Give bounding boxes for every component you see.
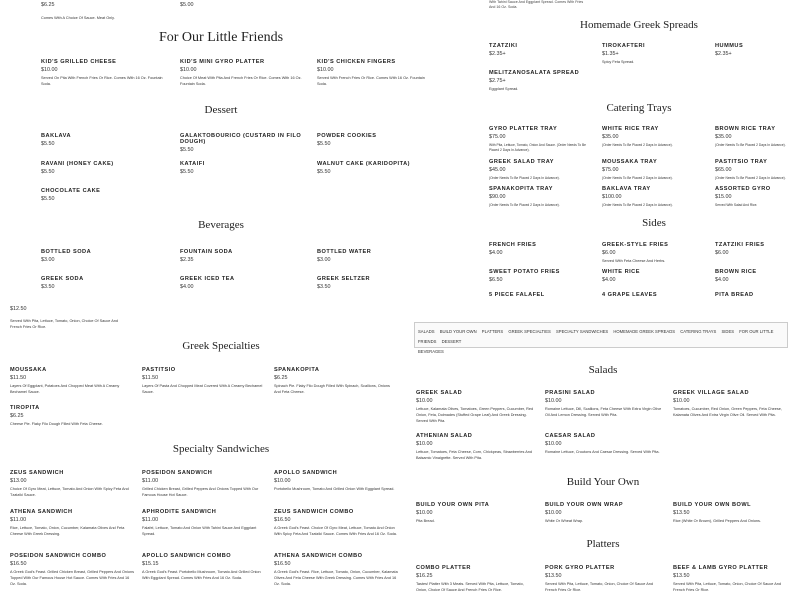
item-price: $75.00 — [602, 167, 619, 173]
salads-title: Salads — [588, 364, 618, 376]
item-price: $11.50 — [10, 375, 27, 381]
item-name: PITA BREAD — [715, 292, 754, 298]
top-left-desc: Comes With A Choice Of Sauce. Meat Only. — [41, 16, 115, 20]
item-name: BUILD YOUR OWN PITA — [416, 502, 490, 508]
item-price: $16.50 — [10, 561, 27, 567]
nav-item-platters[interactable]: PLATTERS — [481, 329, 504, 334]
menu-item[interactable] — [715, 159, 795, 181]
item-desc: Served With Pita, Lettuce, Tomato, Onion, Choice Of Sauce And French Fries Or Rice. — [545, 582, 653, 592]
menu-item[interactable] — [489, 126, 589, 153]
top-right-desc: With Tahini Sauce And Eggplant Spread. Comes With Fries And 16 Oz. Soda. — [489, 0, 584, 9]
menu-item[interactable] — [545, 390, 663, 419]
item-desc: Rice, Lettuce, Tomato, Onion, Cucumber, Kalamata Olives And Feta Cheese With Greek Dressing. — [10, 526, 125, 536]
nav-item-for-our-little-friends[interactable]: FOR OUR LITTLE FRIENDS — [418, 329, 774, 344]
menu-item[interactable] — [142, 553, 266, 582]
item-desc: Layers Of Pasta And Chopped Meat Covered With A Creamy Bechamel Sauce. — [142, 384, 263, 394]
item-name: MOUSSAKA TRAY — [602, 159, 658, 165]
item-name: TZATZIKI FRIES — [715, 242, 765, 248]
item-name: GALAKTOBOURICO (CUSTARD IN FILO DOUGH) — [180, 133, 302, 145]
menu-item[interactable] — [602, 43, 702, 66]
item-price: $10.00 — [673, 398, 690, 404]
item-desc: With Pita, Lettuce, Tomato, Onion And Sauce. (Order Needs To Be Placed 2 Days In Advance). — [489, 143, 587, 152]
item-desc: Served With French Fries Or Rice. Comes With 16 Oz. Fountain Soda. — [317, 76, 425, 86]
item-price: $16.50 — [274, 561, 291, 567]
item-name: FOUNTAIN SODA — [180, 249, 233, 255]
item-name: BOTTLED WATER — [317, 249, 372, 255]
item-name: GREEK-STYLE FRIES — [602, 242, 669, 248]
menu-item[interactable] — [715, 269, 795, 283]
item-desc: (Order Needs To Be Placed 2 Days In Advance). — [602, 203, 673, 207]
item-price: $13.50 — [545, 573, 562, 579]
item-name: APOLLO SANDWICH COMBO — [142, 553, 232, 559]
menu-item[interactable] — [489, 242, 589, 256]
menu-item[interactable] — [602, 269, 702, 283]
menu-item[interactable] — [602, 159, 702, 181]
item-name: BAKLAVA — [41, 133, 72, 139]
item-price: $5.50 — [317, 141, 331, 147]
item-desc: Choice Of Gyro Meat, Lettuce, Tomato And Onion With Spicy Feta And Tzatziki Sauce. — [10, 487, 129, 497]
nav-item-catering-trays[interactable]: CATERING TRAYS — [680, 329, 717, 334]
menu-item[interactable] — [489, 70, 589, 93]
item-price: $2.75+ — [489, 78, 506, 84]
menu-item[interactable] — [489, 186, 589, 208]
item-name: ZEUS SANDWICH COMBO — [274, 509, 354, 515]
item-name: BEEF & LAMB GYRO PLATTER — [673, 565, 769, 571]
item-price: $45.00 — [489, 167, 506, 173]
item-name: GREEK ICED TEA — [180, 276, 235, 282]
item-name: BUILD YOUR OWN WRAP — [545, 502, 624, 508]
item-price: $10.00 — [545, 510, 562, 516]
menu-item[interactable] — [673, 565, 791, 594]
item-price: $90.00 — [489, 194, 506, 200]
item-desc: Eggplant Spread. — [489, 87, 519, 91]
item-name: ASSORTED GYRO — [715, 186, 771, 192]
item-name: GREEK SALAD TRAY — [489, 159, 554, 165]
little-friends-title: For Our Little Friends — [158, 30, 284, 45]
item-desc: Cheese Pie. Flaky Filo Dough Filled With Feta Cheese. — [10, 422, 103, 426]
greek-specialties-title: Greek Specialties — [182, 340, 260, 352]
item-price: $6.50 — [489, 277, 503, 283]
menu-item[interactable] — [180, 276, 304, 290]
menu-item[interactable] — [274, 470, 398, 493]
item-name: COMBO PLATTER — [416, 565, 471, 571]
item-name: SPANAKOPITA TRAY — [489, 186, 553, 192]
item-price: $5.50 — [41, 141, 55, 147]
menu-item[interactable] — [416, 433, 534, 462]
item-desc: Rice (White Or Brown), Grilled Peppers And Onions. — [673, 519, 761, 523]
menu-item[interactable] — [489, 269, 589, 283]
item-desc: Romaine Lettuce, Croutons And Caesar Dressing. Served With Pita. — [545, 450, 660, 454]
menu-item[interactable] — [489, 159, 589, 181]
top-left-price: $6.25 — [41, 2, 55, 8]
item-name: CAESAR SALAD — [545, 433, 596, 439]
item-price: $3.00 — [41, 257, 55, 263]
menu-item[interactable] — [10, 509, 134, 538]
build-your-own-title: Build Your Own — [566, 476, 640, 488]
item-name: WHITE RICE — [602, 269, 640, 275]
item-name: 4 GRAPE LEAVES — [602, 292, 658, 298]
menu-item[interactable] — [142, 367, 264, 396]
menu-item[interactable] — [41, 276, 165, 290]
menu-item[interactable] — [602, 292, 702, 298]
item-name: ZEUS SANDWICH — [10, 470, 64, 476]
item-name: FRENCH FRIES — [489, 242, 537, 248]
orphan-price: $12.50 — [10, 306, 27, 312]
item-price: $5.50 — [180, 147, 194, 153]
item-name: SWEET POTATO FRIES — [489, 269, 560, 275]
item-price: $11.00 — [142, 478, 159, 484]
item-desc: Grilled Chicken Breast, Grilled Peppers And Onions Topped With Our Famous House Hot Sauce. — [142, 487, 259, 497]
item-price: $4.00 — [715, 277, 729, 283]
menu-item[interactable] — [545, 502, 663, 525]
item-price: $15.15 — [142, 561, 159, 567]
menu-item[interactable] — [142, 470, 266, 499]
item-name: HUMMUS — [715, 43, 744, 49]
item-desc: Portobello Mushroom, Tomato And Grilled Onion With Eggplant Spread. — [274, 487, 395, 491]
item-price: $11.00 — [142, 517, 159, 523]
item-name: ATHENA SANDWICH COMBO — [274, 553, 363, 559]
item-price: $10.00 — [180, 67, 197, 73]
item-price: $3.50 — [317, 284, 331, 290]
menu-item[interactable] — [602, 242, 702, 265]
item-desc: A Greek God's Feast. Rice, Lettuce, Tomato, Onion, Cucumber, Kalamata Olives And Feta Cheese With Greek Dressing. Comes With Fries And 16 Oz. Soda. — [274, 570, 398, 586]
sides-title: Sides — [642, 217, 666, 229]
item-name: BAKLAVA TRAY — [602, 186, 651, 192]
item-desc: A Greek God's Feast. Portobello Mushroom, Tomato And Grilled Onion With Eggplant Spread. Comes With Fries And 16 Oz. Soda. — [142, 570, 261, 580]
menu-item[interactable] — [489, 292, 589, 298]
item-name: PORK GYRO PLATTER — [545, 565, 615, 571]
menu-item[interactable] — [317, 133, 427, 147]
item-price: $5.50 — [41, 196, 55, 202]
item-desc: Romaine Lettuce, Dill, Scallions, Feta Cheese With Extra Virgin Olive Oil And Lemon Dressing. Served With Pita. — [545, 407, 662, 417]
item-desc: (Order Needs To Be Placed 2 Days In Advance). — [602, 176, 673, 180]
menu-item[interactable] — [180, 161, 304, 175]
item-price: $5.50 — [317, 169, 331, 175]
menu-item[interactable] — [673, 390, 791, 419]
item-price: $4.00 — [489, 250, 503, 256]
menu-item[interactable] — [41, 161, 165, 175]
item-desc: Pita Bread. — [416, 519, 435, 523]
item-name: GREEK SALAD — [416, 390, 463, 396]
nav-item-greek-specialties[interactable]: GREEK SPECIALTIES — [508, 329, 551, 334]
top-mid-price: $5.00 — [180, 2, 194, 8]
item-name: POSEIDON SANDWICH COMBO — [10, 553, 107, 559]
menu-item[interactable] — [317, 161, 427, 175]
item-desc: White Or Wheat Wrap. — [545, 519, 584, 523]
item-desc: Lettuce, Tomatoes, Feta Cheese, Corn, Chickpeas, Strawberries And Balsamic Vinaigrette. Served With Pita. — [416, 450, 533, 460]
nav-item-dessert[interactable]: DESSERT — [441, 339, 462, 344]
menu-item[interactable] — [317, 59, 427, 88]
item-price: $13.00 — [10, 478, 27, 484]
item-name: POSEIDON SANDWICH — [142, 470, 213, 476]
menu-item[interactable] — [41, 59, 165, 88]
item-name: TZATZIKI — [489, 43, 518, 49]
item-name: GYRO PLATTER TRAY — [489, 126, 558, 132]
item-name: TIROPITA — [10, 405, 40, 411]
item-desc: Lettuce, Kalamata Olives, Tomatoes, Green Peppers, Cucumber, Red Onion, Feta, Dolmades (Stuffed Grape Leaf) And Greek Dressing. Served With Pita. — [416, 407, 534, 423]
item-name: TIROKAFTERI — [602, 43, 646, 49]
item-price: $2.35 — [180, 257, 194, 263]
item-price: $5.50 — [180, 169, 194, 175]
item-desc: (Order Needs To Be Placed 2 Days In Advance). — [489, 203, 560, 207]
item-name: KID'S CHICKEN FINGERS — [317, 59, 396, 65]
item-price: $100.00 — [602, 194, 622, 200]
menu-item[interactable] — [545, 565, 663, 594]
item-price: $6.25 — [274, 375, 288, 381]
item-name: RAVANI (HONEY CAKE) — [41, 161, 114, 167]
menu-item[interactable] — [317, 249, 427, 263]
item-name: ATHENA SANDWICH — [10, 509, 73, 515]
item-price: $10.00 — [41, 67, 58, 73]
item-price: $10.00 — [416, 441, 433, 447]
item-desc: Served With Pita, Lettuce, Tomato, Onion, Choice Of Sauce And French Fries Or Rice. — [673, 582, 781, 592]
item-name: APHRODITE SANDWICH — [142, 509, 217, 515]
item-desc: Spicy Feta Spread. — [602, 60, 635, 64]
item-price: $13.50 — [673, 510, 690, 516]
item-price: $3.50 — [41, 284, 55, 290]
specialty-sandwiches-title: Specialty Sandwiches — [172, 443, 270, 455]
menu-item[interactable] — [602, 186, 702, 208]
item-name: ATHENIAN SALAD — [416, 433, 473, 439]
homemade-spreads-title: Homemade Greek Spreads — [580, 19, 698, 31]
menu-item[interactable] — [274, 553, 398, 587]
item-price: $10.00 — [416, 398, 433, 404]
item-price: $65.00 — [715, 167, 732, 173]
item-price: $1.35+ — [602, 51, 619, 57]
item-name: KID'S MINI GYRO PLATTER — [180, 59, 265, 65]
menu-item[interactable] — [715, 186, 795, 208]
item-name: BOTTLED SODA — [41, 249, 92, 255]
item-name: BROWN RICE — [715, 269, 757, 275]
item-price: $10.00 — [317, 67, 334, 73]
item-name: POWDER COOKIES — [317, 133, 377, 139]
item-name: GREEK SODA — [41, 276, 84, 282]
menu-item[interactable] — [10, 470, 134, 499]
item-price: $6.25 — [10, 413, 24, 419]
menu-item[interactable] — [180, 59, 304, 88]
item-desc: Spinach Pie. Flaky Filo Dough Filled With Spinach, Scallions, Onions And Feta Cheese. — [274, 384, 390, 394]
item-price: $10.00 — [274, 478, 291, 484]
menu-item[interactable] — [715, 43, 795, 57]
menu-item[interactable] — [545, 433, 663, 456]
item-price: $6.00 — [602, 250, 616, 256]
item-price: $10.00 — [545, 441, 562, 447]
item-price: $75.00 — [489, 134, 506, 140]
item-name: WALNUT CAKE (KARIDOPITA) — [317, 161, 410, 167]
item-price: $4.00 — [602, 277, 616, 283]
menu-item[interactable] — [180, 249, 304, 263]
menu-item[interactable] — [602, 126, 702, 148]
item-price: $11.00 — [10, 517, 27, 523]
menu-item[interactable] — [41, 188, 165, 202]
item-price: $5.50 — [41, 169, 55, 175]
menu-item[interactable] — [715, 126, 795, 148]
item-desc: A Greek God's Feast. Grilled Chicken Breast, Grilled Peppers And Onions Topped With Our Famous House Hot Sauce. Comes With Fries And 16 Oz. Soda. — [10, 570, 134, 586]
menu-item[interactable] — [41, 249, 165, 263]
menu-item[interactable] — [715, 292, 795, 298]
menu-item[interactable] — [416, 502, 534, 525]
menu-item[interactable] — [142, 509, 266, 538]
item-name: MELITZANOSALATA SPREAD — [489, 70, 580, 76]
item-price: $16.50 — [274, 517, 291, 523]
menu-item[interactable] — [673, 502, 797, 525]
item-desc: Served On Pita With French Fries Or Rice. Comes With 16 Oz. Fountain Soda. — [41, 76, 163, 86]
item-price: $16.25 — [416, 573, 433, 579]
item-desc: Served With Salad And Rice. — [715, 203, 758, 207]
menu-item[interactable] — [41, 133, 165, 147]
item-name: BROWN RICE TRAY — [715, 126, 776, 132]
item-name: SPANAKOPITA — [274, 367, 320, 373]
item-name: BUILD YOUR OWN BOWL — [673, 502, 752, 508]
menu-item[interactable] — [416, 565, 534, 594]
item-desc: (Order Needs To Be Placed 2 Days In Advance). — [715, 176, 786, 180]
menu-item[interactable] — [317, 276, 427, 290]
menu-item[interactable] — [10, 553, 134, 587]
nav-item-build-your-own[interactable]: BUILD YOUR OWN — [439, 329, 477, 334]
item-desc: Served With Feta Cheese And Herbs. — [602, 259, 666, 263]
item-price: $35.00 — [602, 134, 619, 140]
item-name: CHOCOLATE CAKE — [41, 188, 101, 194]
catering-title: Catering Trays — [606, 102, 672, 114]
category-nav — [414, 322, 788, 354]
platters-title: Platters — [586, 538, 620, 550]
item-price: $6.00 — [715, 250, 729, 256]
item-desc: Tastes! Platter With 3 Meats. Served With Pita, Lettuce, Tomato, Onion, Choice Of Sauce And French Fries Or Rice. — [416, 582, 524, 592]
item-desc: (Order Needs To Be Placed 2 Days In Advance). — [715, 143, 786, 147]
item-price: $2.35+ — [489, 51, 506, 57]
item-price: $4.00 — [180, 284, 194, 290]
menu-item[interactable] — [416, 390, 534, 424]
orphan-desc: Served With Pita, Lettuce, Tomato, Onion, Choice Of Sauce And French Fries Or Rice. — [10, 319, 118, 329]
item-desc: Falafel, Lettuce, Tomato And Onion With Tahini Sauce And Eggplant Spread. — [142, 526, 257, 536]
item-name: GREEK SELTZER — [317, 276, 371, 282]
item-desc: Tomatoes, Cucumber, Red Onion, Green Peppers, Feta Cheese, Kalamata Olives And Extra Virgin Olive Oil. Served With Pita. — [673, 407, 782, 417]
item-name: KATAIFI — [180, 161, 205, 167]
item-price: $2.35+ — [715, 51, 732, 57]
item-desc: Choice Of Meat With Pita And French Fries Or Rice. Comes With 16 Oz. Fountain Soda. — [180, 76, 302, 86]
item-desc: (Order Needs To Be Placed 2 Days In Advance). — [602, 143, 673, 147]
menu-item[interactable] — [10, 367, 130, 396]
menu-item[interactable] — [180, 133, 310, 153]
menu-item[interactable] — [274, 367, 394, 396]
menu-item[interactable] — [274, 509, 398, 538]
nav-item-specialty-sandwiches[interactable]: SPECIALTY SANDWICHES — [556, 329, 609, 334]
item-price: $10.00 — [545, 398, 562, 404]
item-price: $13.50 — [673, 573, 690, 579]
nav-item-homemade-greek-spreads[interactable]: HOMEMADE GREEK SPREADS — [613, 329, 676, 334]
item-price: $35.00 — [715, 134, 732, 140]
item-name: PASTITSIO TRAY — [715, 159, 768, 165]
menu-item[interactable] — [489, 43, 589, 57]
dessert-title: Dessert — [204, 104, 238, 116]
item-price: $3.00 — [317, 257, 331, 263]
item-name: 5 PIECE FALAFEL — [489, 292, 545, 298]
beverages-title: Beverages — [198, 219, 244, 231]
nav-item-salads[interactable]: SALADS — [418, 329, 435, 334]
item-desc: Layers Of Eggplant, Potatoes And Chopped Meat With A Creamy Bechamel Sauce. — [10, 384, 120, 394]
nav-item-sides[interactable]: SIDES — [721, 329, 735, 334]
item-name: PRASINI SALAD — [545, 390, 596, 396]
item-name: APOLLO SANDWICH — [274, 470, 338, 476]
item-desc: A Greek God's Feast. Choice Of Gyro Meat, Lettuce, Tomato And Onion With Spicy Feta And Tzatziki Sauce. Comes With Fries And 16 Oz. Soda. — [274, 526, 397, 536]
item-name: WHITE RICE TRAY — [602, 126, 659, 132]
menu-item[interactable] — [10, 405, 140, 428]
item-price: $11.50 — [142, 375, 159, 381]
item-price: $15.00 — [715, 194, 732, 200]
item-desc: (Order Needs To Be Placed 2 Days In Advance). — [489, 176, 560, 180]
menu-item[interactable] — [715, 242, 795, 256]
item-name: PASTITSIO — [142, 367, 176, 373]
item-price: $10.00 — [416, 510, 433, 516]
item-name: GREEK VILLAGE SALAD — [673, 390, 750, 396]
item-name: MOUSSAKA — [10, 367, 47, 373]
item-name: KID'S GRILLED CHEESE — [41, 59, 117, 65]
nav-item-beverages[interactable]: BEVERAGES — [418, 349, 444, 354]
